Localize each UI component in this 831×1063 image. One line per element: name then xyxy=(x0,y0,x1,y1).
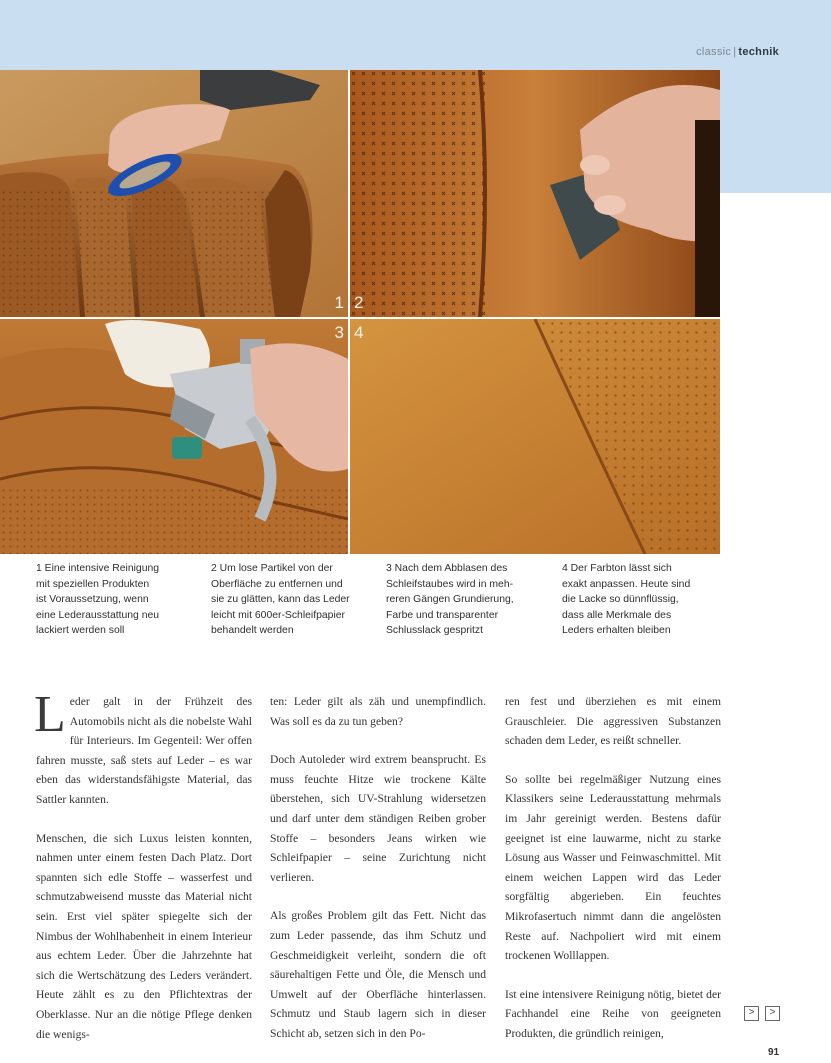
section-label: classic xyxy=(696,46,732,58)
caption-3: 3 Nach dem Abblasen des Schleifstaubes wird in meh- reren Gängen Grundierung, Farbe und transparenter Schlusslack gespritzt xyxy=(386,563,514,636)
photo-gutter-vertical xyxy=(348,70,350,554)
continue-arrow-icon: > xyxy=(765,1006,780,1021)
article-column-1 xyxy=(34,686,252,1063)
article-paragraph: Leder galt in der Frühzeit des Automobils nicht als die nobelste Wahl für Interieurs. Im Gegenteil: Wer offen fahren musste, saß stets auf Leder – es war eben das widerstandsfähigste Material, das Sattler kannten. xyxy=(34,686,252,806)
continue-arrows xyxy=(744,1006,780,1021)
photo-4 xyxy=(350,319,720,554)
photo-2 xyxy=(350,70,720,317)
article-column-3 xyxy=(505,692,721,1063)
photo-number-3: 3 xyxy=(334,323,344,342)
drop-cap: L xyxy=(34,686,66,743)
article-column-2 xyxy=(270,692,486,1063)
section-separator: | xyxy=(733,46,737,58)
article-paragraph: ren fest und überziehen es mit einem Grauschleier. Die aggressiven Substanzen schaden dem Leder, es reißt schneller. xyxy=(505,695,721,748)
article-paragraph: Menschen, die sich Luxus leisten konnten, nahmen unter einem festen Dach Platz. Dort spannten sich edle Stoffe – wasserfest und schmutzabweisend musste das Material nicht sein. Erst viel später spiegelte sich der Nimbus der Wohlhabenheit in einem Interieur aus echtem Leder. Über die Jahrzehnte hat sich die Wertschätzung des Leders verändert. Heute zählt es zu den Pflichtextras der Oberklasse. Nur an die nötige Pflege denken die wenigs- xyxy=(36,831,252,1041)
category-label: technik xyxy=(738,46,779,58)
photo-number-2: 2 xyxy=(354,293,364,312)
article-paragraph: ten: Leder gilt als zäh und unempfindlich. Was soll es da zu tun geben? xyxy=(270,695,486,728)
article-paragraph: Ist eine intensivere Reinigung nötig, bietet der Fachhandel eine Reihe von geeigneten Produkten, die gründlich reinigen, xyxy=(505,987,721,1040)
caption-4: 4 Der Farbton lässt sich exakt anpassen. Heute sind die Lacke so dünnflüssig, dass alle Merkmale des Leders erhalten bleiben xyxy=(562,563,691,636)
article-paragraph: Als großes Problem gilt das Fett. Nicht das zum Leder passende, das ihm Schutz und Geschmeidigkeit verleiht, sondern die oft säurehaltigen Fette und Öle, die Mensch und Umwelt auf der Oberfläche hinterlassen. Schmutz und Staub lagern sich in dieser Schicht ab, setzen sich in den Po- xyxy=(270,909,486,1040)
photo-number-4: 4 xyxy=(354,323,364,342)
photo-3 xyxy=(0,319,348,554)
caption-1: 1 Eine intensive Reinigung mit speziellen Produkten ist Voraussetzung, wenn eine Lederausstattung neu lackiert werden soll xyxy=(36,563,160,636)
article-paragraph: Doch Autoleder wird extrem beansprucht. Es muss feuchte Hitze wie trockene Kälte überstehen, sich UV-Strahlung widersetzen und darf unter dem ständigen Reiben grober Stoffe – besonders Jeans wirken wie Schleifpapier – seine Zurichtung nicht verlieren. xyxy=(270,753,486,884)
photo-gutter-horizontal xyxy=(0,317,720,319)
side-accent-band xyxy=(720,70,831,193)
caption-2: 2 Um lose Partikel von der Oberfläche zu entfernen und sie zu glätten, kann das Leder leicht mit 600er-Schleifpapier behandelt werden xyxy=(211,563,350,636)
page-number: 91 xyxy=(768,1047,780,1058)
article-paragraph: So sollte bei regelmäßiger Nutzung eines Klassikers seine Lederausstattung mehrmals im Jahr gereinigt werden. Bestens dafür geeignet ist eine lauwarme, nicht zu starke Lösung aus Wasser und Feinwaschmittel. Mit einem weichen Lappen wird das Leder sorgfältig abgerieben. Ein feuchtes Mikrofasertuch nimmt dann die angelösten Reste auf. Nachpoliert wird mit einem trockenen Wolllappen. xyxy=(505,772,721,963)
section-header xyxy=(696,46,779,58)
continue-arrow-icon: > xyxy=(744,1006,759,1021)
photo-number-1: 1 xyxy=(334,293,344,312)
header-band xyxy=(0,0,831,70)
photo-1 xyxy=(0,70,348,317)
